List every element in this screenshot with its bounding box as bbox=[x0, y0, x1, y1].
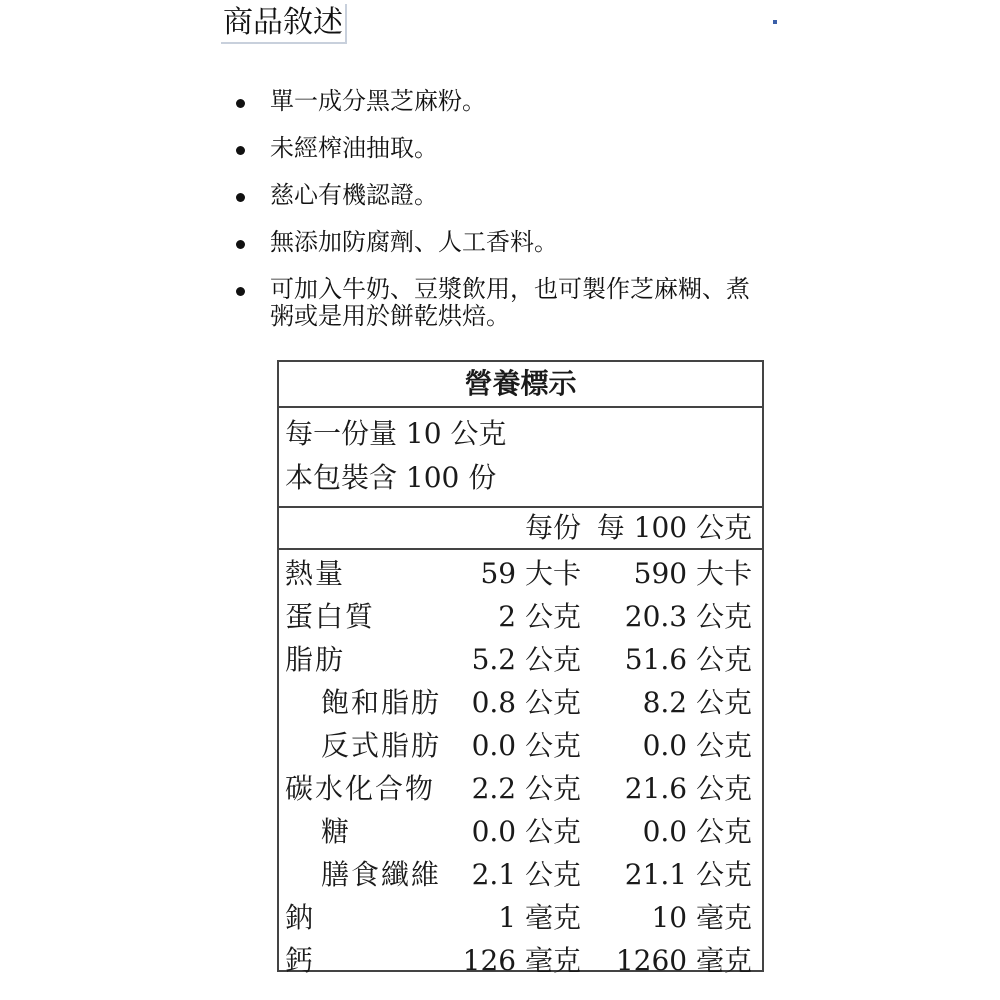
list-item-text: 無添加防腐劑、人工香料。 bbox=[270, 228, 558, 256]
per-serving-value: 2.1 公克 bbox=[471, 858, 581, 891]
nutrient-name: 碳水化合物 bbox=[285, 772, 436, 805]
serving-info bbox=[279, 408, 762, 508]
per-serving-value: 0.0 公克 bbox=[471, 729, 581, 762]
per-100g-value: 20.3 公克 bbox=[624, 600, 752, 633]
table-row bbox=[279, 552, 762, 595]
per-serving-value: 1 毫克 bbox=[498, 901, 581, 934]
nutrient-name: 糖 bbox=[321, 815, 352, 848]
per-100g-value: 590 大卡 bbox=[633, 557, 752, 590]
list-item bbox=[232, 229, 750, 256]
column-header-blank bbox=[279, 508, 461, 548]
list-item-text: 可加入牛奶、豆漿飲用，也可製作芝麻糊、煮粥或是用於餅乾烘焙。 bbox=[270, 275, 750, 330]
decorative-dot bbox=[773, 20, 777, 24]
table-row bbox=[279, 853, 762, 896]
table-row bbox=[279, 767, 762, 810]
list-item bbox=[232, 182, 750, 209]
nutrient-name: 脂肪 bbox=[285, 643, 346, 676]
nutrition-title: 營養標示 bbox=[279, 362, 762, 408]
section-heading: 商品敘述 bbox=[221, 4, 347, 44]
nutrient-name: 鈣 bbox=[285, 944, 316, 977]
per-100g-value: 1260 毫克 bbox=[615, 944, 752, 977]
table-row bbox=[279, 681, 762, 724]
per-serving-value: 5.2 公克 bbox=[471, 643, 581, 676]
list-item-text: 單一成分黑芝麻粉。 bbox=[270, 87, 486, 115]
per-100g-value: 21.1 公克 bbox=[624, 858, 752, 891]
nutrient-name: 熱量 bbox=[285, 557, 346, 590]
serving-size: 每一份量 10 公克 bbox=[285, 417, 507, 450]
list-item bbox=[232, 135, 750, 162]
bullet-icon bbox=[236, 146, 245, 155]
column-header-per-100g: 每 100 公克 bbox=[596, 511, 752, 544]
per-100g-value: 0.0 公克 bbox=[642, 815, 752, 848]
table-row bbox=[279, 724, 762, 767]
table-row bbox=[279, 896, 762, 939]
nutrient-rows bbox=[279, 550, 762, 982]
per-serving-value: 59 大卡 bbox=[480, 557, 581, 590]
per-100g-value: 21.6 公克 bbox=[624, 772, 752, 805]
per-100g-value: 10 毫克 bbox=[651, 901, 752, 934]
list-item-text: 未經榨油抽取。 bbox=[270, 134, 438, 162]
feature-list bbox=[232, 88, 792, 350]
table-row bbox=[279, 638, 762, 681]
per-serving-value: 2 公克 bbox=[498, 600, 581, 633]
list-item bbox=[232, 88, 750, 115]
nutrient-name: 反式脂肪 bbox=[321, 729, 442, 762]
nutrient-name: 膳食纖維 bbox=[321, 858, 442, 891]
per-serving-value: 2.2 公克 bbox=[471, 772, 581, 805]
list-item-text: 慈心有機認證。 bbox=[270, 181, 438, 209]
nutrient-name: 飽和脂肪 bbox=[321, 686, 442, 719]
per-100g-value: 51.6 公克 bbox=[624, 643, 752, 676]
column-header-row bbox=[279, 508, 762, 550]
per-100g-value: 8.2 公克 bbox=[642, 686, 752, 719]
nutrition-facts-table bbox=[277, 360, 764, 977]
bullet-icon bbox=[236, 99, 245, 108]
list-item bbox=[232, 276, 750, 330]
table-row bbox=[279, 810, 762, 853]
nutrient-name: 蛋白質 bbox=[285, 600, 376, 633]
servings-per-pack: 本包裝含 100 份 bbox=[285, 461, 497, 494]
bullet-icon bbox=[236, 287, 245, 296]
bullet-icon bbox=[236, 240, 245, 249]
per-serving-value: 0.0 公克 bbox=[471, 815, 581, 848]
column-header-per-serving: 每份 bbox=[524, 511, 581, 544]
per-serving-value: 126 毫克 bbox=[462, 944, 581, 977]
per-100g-value: 0.0 公克 bbox=[642, 729, 752, 762]
per-serving-value: 0.8 公克 bbox=[471, 686, 581, 719]
nutrient-name: 鈉 bbox=[285, 901, 316, 934]
table-row bbox=[279, 939, 762, 982]
bullet-icon bbox=[236, 193, 245, 202]
table-row bbox=[279, 595, 762, 638]
